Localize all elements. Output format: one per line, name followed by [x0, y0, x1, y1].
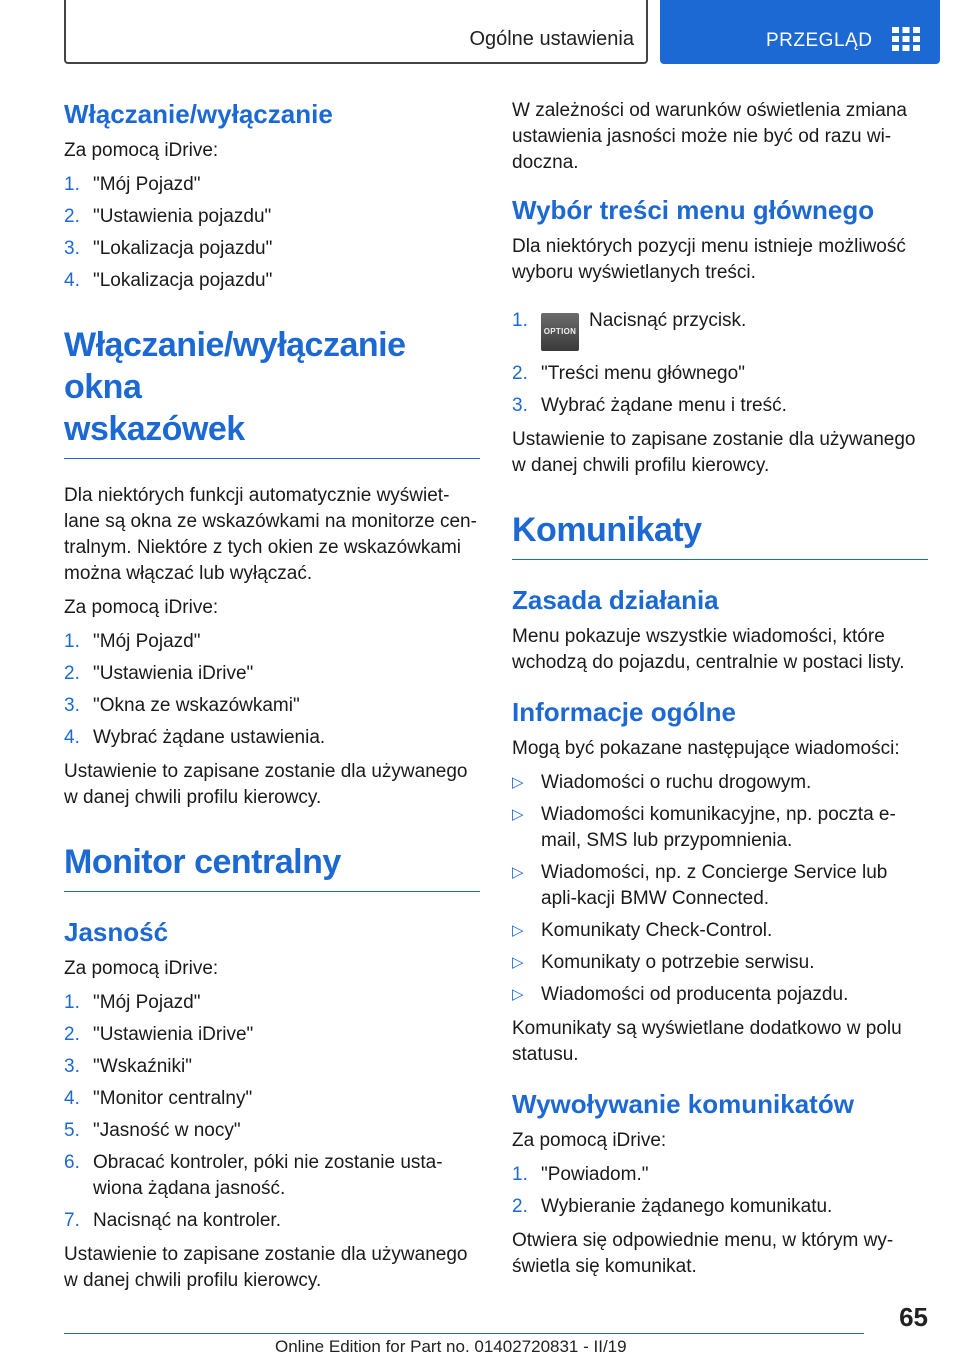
list-item: 5. "Jasność w nocy": [64, 1120, 241, 1141]
principle-text: Menu pokazuje wszystkie wiadomości, które wchodzą do pojazdu, centralnie w postaci listy.: [512, 626, 905, 673]
s2-note: Ustawienie to zapisane zostanie dla używanego w danej chwili profilu kierowcy.: [64, 761, 468, 808]
s2-steps: [64, 629, 480, 751]
s3-steps: [64, 990, 480, 1234]
heading-central-monitor: Monitor centralny: [64, 843, 341, 881]
heading-call-messages: Wywoływanie komunikatów: [512, 1089, 854, 1119]
call-messages-steps: [512, 1162, 928, 1220]
s4-steps: [512, 308, 928, 419]
s4-note: Ustawienie to zapisane zostanie dla używanego w danej chwili profilu kierowcy.: [512, 429, 916, 476]
message-types-list: [512, 770, 928, 1008]
heading-principle: Zasada działania: [512, 585, 719, 615]
s3-note: Ustawienie to zapisane zostanie dla używanego w danej chwili profilu kierowcy.: [64, 1244, 468, 1291]
call-messages-note: Otwiera się odpowiednie menu, w którym wy-świetla się komunikat.: [512, 1230, 894, 1277]
triangle-bullet-icon: ▷: [512, 922, 524, 939]
s2-desc: Dla niektórych funkcji automatycznie wyświet-lane są okna ze wskazówkami na monitorze cen-tralnym. Niektóre z tych okien ze wskazówkami można włączać lub wyłączać.: [64, 485, 477, 584]
footer-divider: [64, 1333, 864, 1334]
triangle-bullet-icon: ▷: [512, 864, 524, 881]
triangle-bullet-icon: ▷: [512, 774, 524, 791]
list-item: 3. Wybrać żądane menu i treść.: [512, 395, 787, 416]
heading-on-off: Włączanie/wyłączanie: [64, 99, 333, 129]
heading-brightness: Jasność: [64, 917, 169, 947]
footer-edition: Online Edition for Part no. 01402720831 - II/19: [275, 1337, 627, 1356]
s3-intro: Za pomocą iDrive:: [64, 958, 219, 979]
list-item: 1. OPTIONNacisnąć przycisk.: [512, 308, 928, 351]
list-item: 7. Nacisnąć na kontroler.: [64, 1210, 281, 1231]
s1-steps: [64, 172, 480, 294]
s1-intro: Za pomocą iDrive:: [64, 140, 219, 161]
heading-general-info: Informacje ogólne: [512, 697, 736, 727]
right-column: [512, 98, 928, 1288]
s2-intro: Za pomocą iDrive:: [64, 597, 219, 618]
s4-desc: Dla niektórych pozycji menu istnieje możliwość wyboru wyświetlanych treści.: [512, 236, 906, 283]
overview-nav-label: PRZEGLĄD: [766, 30, 873, 51]
heading-hint-windows: Włączanie/wyłączanie okna wskazówek: [64, 326, 406, 448]
triangle-bullet-icon: ▷: [512, 806, 524, 823]
general-info-intro: Mogą być pokazane następujące wiadomości:: [512, 738, 900, 759]
page-number: 65: [899, 1302, 928, 1332]
list-item: 2. "Ustawienia pojazdu": [64, 206, 272, 227]
list-item: 4. Wybrać żądane ustawienia.: [64, 727, 326, 748]
list-item: 4. "Monitor centralny": [64, 1088, 253, 1109]
list-item: 3. "Wskaźniki": [64, 1056, 192, 1077]
list-item: 1. "Mój Pojazd": [64, 992, 201, 1013]
option-button-icon: OPTION: [541, 313, 579, 351]
brightness-note: W zależności od warunków oświetlenia zmiana ustawienia jasności może nie być od razu wi-doczna.: [512, 100, 907, 173]
list-item: 2. "Ustawienia iDrive": [64, 1024, 254, 1045]
list-item: ▷ Wiadomości komunikacyjne, np. poczta e-mail, SMS lub przypomnienia.: [512, 804, 896, 851]
left-column: [64, 98, 480, 1302]
list-item: 2. "Ustawienia iDrive": [64, 663, 254, 684]
section-divider: [512, 559, 928, 560]
list-item: 1. "Powiadom.": [512, 1164, 649, 1185]
list-item: ▷ Wiadomości o ruchu drogowym.: [512, 770, 928, 796]
section-divider: [64, 458, 480, 459]
list-item: ▷ Komunikaty Check-Control.: [512, 918, 928, 944]
header-section-tab: [64, 0, 648, 64]
grid-icon: [892, 27, 920, 51]
heading-messages: Komunikaty: [512, 511, 702, 549]
list-item: 2. "Treści menu głównego": [512, 363, 745, 384]
header-section-title: Ogólne ustawienia: [469, 28, 634, 50]
list-item: 1. "Mój Pojazd": [64, 631, 201, 652]
triangle-bullet-icon: ▷: [512, 986, 524, 1003]
list-item: 3. "Lokalizacja pojazdu": [64, 238, 273, 259]
list-item: 3. "Okna ze wskazówkami": [64, 695, 300, 716]
list-item: 6. Obracać kontroler, póki nie zostanie usta-wiona żądana jasność.: [64, 1152, 443, 1199]
list-item: 1. "Mój Pojazd": [64, 174, 201, 195]
list-item: ▷ Wiadomości od producenta pojazdu.: [512, 982, 928, 1008]
section-divider: [64, 891, 480, 892]
overview-nav-button[interactable]: [660, 0, 940, 64]
triangle-bullet-icon: ▷: [512, 954, 524, 971]
list-item: 2. Wybieranie żądanego komunikatu.: [512, 1196, 833, 1217]
general-info-note: Komunikaty są wyświetlane dodatkowo w polu statusu.: [512, 1018, 902, 1065]
heading-main-menu-content: Wybór treści menu głównego: [512, 195, 875, 225]
list-item: 4. "Lokalizacja pojazdu": [64, 270, 273, 291]
call-messages-intro: Za pomocą iDrive:: [512, 1130, 667, 1151]
list-item: ▷ Komunikaty o potrzebie serwisu.: [512, 950, 928, 976]
list-item: ▷ Wiadomości, np. z Concierge Service lub apli-kacji BMW Connected.: [512, 862, 888, 909]
